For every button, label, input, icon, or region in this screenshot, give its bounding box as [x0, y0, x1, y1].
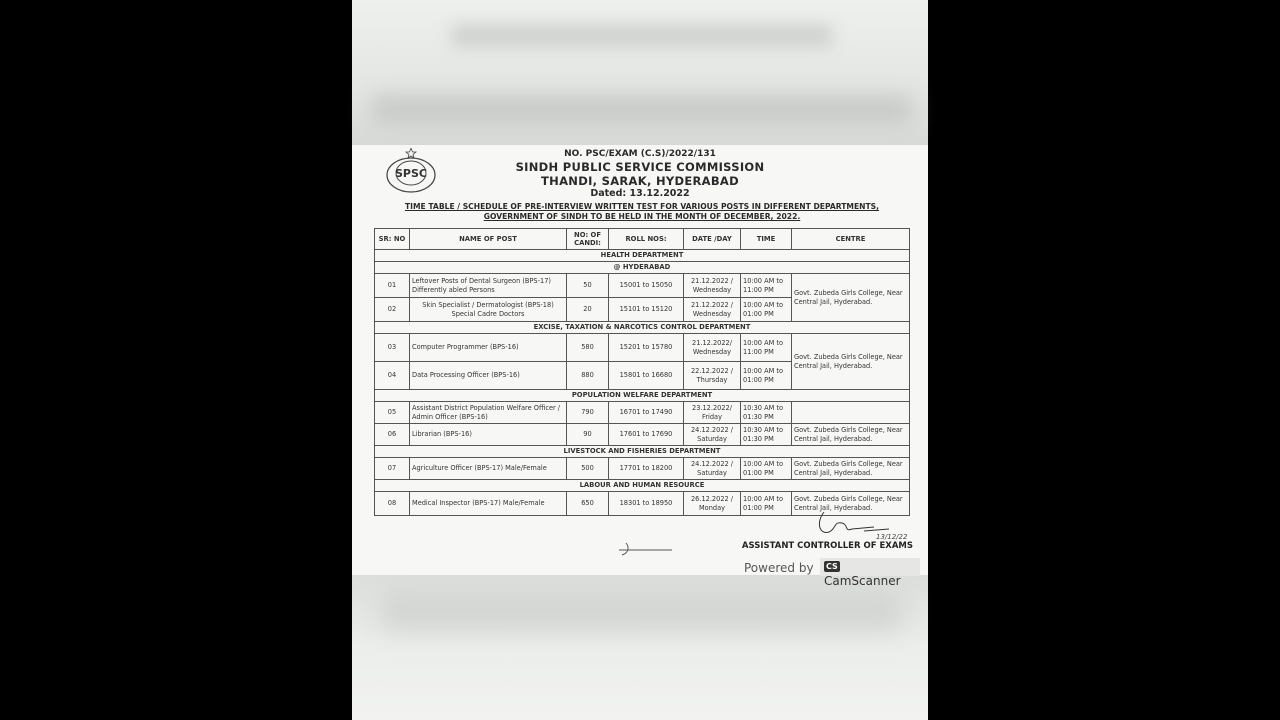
camscanner-text: CamScanner [824, 574, 901, 588]
roll-nos: 15101 to 15120 [609, 298, 684, 322]
column-header: NAME OF POST [410, 229, 567, 250]
column-header: DATE /DAY [684, 229, 741, 250]
post-name: Skin Specialist / Dermatologist (BPS-18) Special Cadre Doctors [410, 298, 567, 322]
time: 10:00 AM to 11:00 PM [741, 274, 792, 298]
sr-no: 02 [375, 298, 410, 322]
centre: Govt. Zubeda Girls College, Near Central Jail, Hyderabad. [792, 458, 910, 480]
post-name: Agriculture Officer (BPS-17) Male/Female [410, 458, 567, 480]
date-day: 22.12.2022 / Thursday [684, 362, 741, 390]
post-name: Data Processing Officer (BPS-16) [410, 362, 567, 390]
section-heading: HEALTH DEPARTMENT [375, 250, 910, 262]
sr-no: 08 [375, 492, 410, 516]
centre: Govt. Zubeda Girls College, Near Central Jail, Hyderabad. [792, 274, 910, 322]
post-name: Computer Programmer (BPS-16) [410, 334, 567, 362]
table-row [375, 424, 910, 446]
column-header: NO: OF CANDI: [567, 229, 609, 250]
reference-number: NO. PSC/EXAM (C.S)/2022/131 [564, 149, 716, 159]
date-day: 21.12.2022 / Wednesday [684, 298, 741, 322]
document-page [352, 145, 928, 588]
table-row [375, 402, 910, 424]
sr-no: 04 [375, 362, 410, 390]
column-header: TIME [741, 229, 792, 250]
subject-line-1: TIME TABLE / SCHEDULE OF PRE-INTERVIEW WRITTEN TEST FOR VARIOUS POSTS IN DIFFERENT DEPARTMENTS, [404, 202, 880, 211]
centre [792, 402, 910, 424]
roll-nos: 15801 to 16680 [609, 362, 684, 390]
handwritten-signature [814, 507, 914, 542]
column-header: ROLL NOS: [609, 229, 684, 250]
section-heading: LABOUR AND HUMAN RESOURCE [375, 480, 910, 492]
roll-nos: 18301 to 18950 [609, 492, 684, 516]
time: 10:30 AM to 01:30 PM [741, 402, 792, 424]
date-day: 21.12.2022/ Wednesday [684, 334, 741, 362]
table-row [375, 458, 910, 480]
section-heading: POPULATION WELFARE DEPARTMENT [375, 390, 910, 402]
candidates: 50 [567, 274, 609, 298]
roll-nos: 15201 to 15780 [609, 334, 684, 362]
svg-text:13/12/22: 13/12/22 [876, 533, 908, 541]
subject-line-2: GOVERNMENT OF SINDH TO BE HELD IN THE MONTH OF DECEMBER, 2022. [483, 212, 801, 221]
sr-no: 06 [375, 424, 410, 446]
roll-nos: 17701 to 18200 [609, 458, 684, 480]
section-heading: EXCISE, TAXATION & NARCOTICS CONTROL DEPARTMENT [375, 322, 910, 334]
roll-nos: 16701 to 17490 [609, 402, 684, 424]
date-day: 24.12.2022 / Saturday [684, 458, 741, 480]
time: 10:00 AM to 01:00 PM [741, 492, 792, 516]
column-header: CENTRE [792, 229, 910, 250]
table-row [375, 334, 910, 362]
column-header: SR: NO [375, 229, 410, 250]
time: 10:00 AM to 01:00 PM [741, 298, 792, 322]
candidates: 90 [567, 424, 609, 446]
signatory-title: ASSISTANT CONTROLLER OF EXAMS [741, 541, 913, 551]
centre: Govt. Zubeda Girls College, Near Central Jail, Hyderabad. [792, 424, 910, 446]
roll-nos: 17601 to 17690 [609, 424, 684, 446]
sr-no: 01 [375, 274, 410, 298]
sr-no: 07 [375, 458, 410, 480]
blurred-background-top [352, 0, 928, 145]
time: 10:30 AM to 01:30 PM [741, 424, 792, 446]
candidates: 650 [567, 492, 609, 516]
organization-name: SINDH PUBLIC SERVICE COMMISSION [515, 160, 765, 174]
post-name: Librarian (BPS-16) [410, 424, 567, 446]
document-date: Dated: 13.12.2022 [590, 188, 690, 199]
time: 10:00 AM to 11:00 PM [741, 334, 792, 362]
centre: Govt. Zubeda Girls College, Near Central Jail, Hyderabad. [792, 492, 910, 516]
candidates: 500 [567, 458, 609, 480]
candidates: 580 [567, 334, 609, 362]
post-name: Leftover Posts of Dental Surgeon (BPS-17) Differently abled Persons [410, 274, 567, 298]
section-heading: LIVESTOCK AND FISHERIES DEPARTMENT [375, 446, 910, 458]
sr-no: 03 [375, 334, 410, 362]
camscanner-logo-icon: CS [826, 562, 838, 571]
candidates: 20 [567, 298, 609, 322]
centre: Govt. Zubeda Girls College, Near Central Jail, Hyderabad. [792, 334, 910, 390]
camscanner-watermark [820, 558, 920, 588]
organization-address: THANDI, SARAK, HYDERABAD [541, 174, 739, 188]
candidates: 790 [567, 402, 609, 424]
post-name: Assistant District Population Welfare Officer / Admin Officer (BPS-16) [410, 402, 567, 424]
date-day: 23.12.2022/ Friday [684, 402, 741, 424]
sr-no: 05 [375, 402, 410, 424]
stamp-mark [614, 538, 674, 558]
date-day: 24.12.2022 / Saturday [684, 424, 741, 446]
roll-nos: 15001 to 15050 [609, 274, 684, 298]
date-day: 21.12.2022 / Wednesday [684, 274, 741, 298]
time: 10:00 AM to 01:00 PM [741, 362, 792, 390]
blurred-background-bottom [352, 575, 928, 720]
schedule-table [374, 228, 910, 516]
date-day: 26.12.2022 / Monday [684, 492, 741, 516]
powered-by-text: Powered by [744, 561, 814, 575]
table-header-row [375, 229, 910, 250]
time: 10:00 AM to 01:00 PM [741, 458, 792, 480]
table-row [375, 274, 910, 298]
post-name: Medical Inspector (BPS-17) Male/Female [410, 492, 567, 516]
section-subheading: @ HYDERABAD [375, 262, 910, 274]
svg-text:SPSC: SPSC [395, 167, 427, 180]
candidates: 880 [567, 362, 609, 390]
